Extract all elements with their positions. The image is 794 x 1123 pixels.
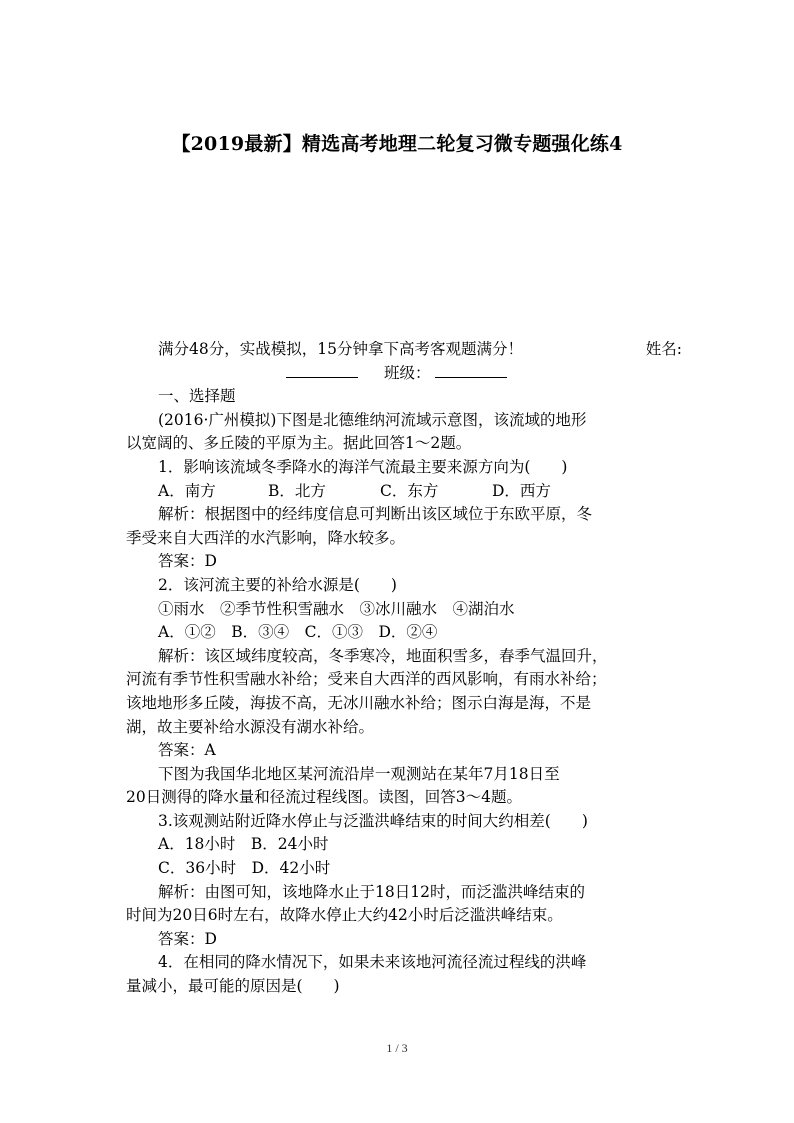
q4-stem-line2: 量减小，最可能的原因是( ) <box>126 977 340 996</box>
q1-option-c: C．东方 <box>380 481 439 500</box>
q3-analysis-line1: 解析：由图可知，该地降水止于18日12时，而泛滥洪峰结束的 <box>158 882 585 901</box>
q3-analysis-line2: 时间为20日6时左右，故降水停止大约42小时后泛滥洪峰结束。 <box>126 906 563 925</box>
q1-stem: 1．影响该流域冬季降水的海洋气流最主要来源方向为( ) <box>158 457 568 476</box>
q1-analysis-line1: 解析：根据图中的经纬度信息可判断出该区域位于东欧平原，冬 <box>158 505 593 524</box>
q2-analysis-line2: 河流有季节性积雪融水补给；受来自大西洋的西风影响，有雨水补给； <box>126 670 607 689</box>
score-intro: 满分48分，实战模拟，15分钟拿下高考客观题满分！ <box>158 340 523 358</box>
section-title: 一、选择题 <box>158 387 236 406</box>
q3-options-row2: C．36小时 D．42小时 <box>158 859 331 878</box>
passage1-line1: (2016·广州模拟)下图是北德维纳河流域示意图，该流域的地形 <box>158 410 587 429</box>
passage2-line2: 20日测得的降水量和径流过程线图。读图，回答3～4题。 <box>126 788 522 807</box>
document-title: 【2019最新】精选高考地理二轮复习微专题强化练4 <box>171 133 623 155</box>
q2-analysis-line3: 该地地形多丘陵，海拔不高，无冰川融水补给；图示白海是海，不是 <box>126 693 592 712</box>
passage1-line2: 以宽阔的、多丘陵的平原为主。据此回答1～2题。 <box>126 434 472 453</box>
q3-options-row1: A．18小时 B．24小时 <box>158 835 329 854</box>
q1-option-b: B．北方 <box>268 481 326 500</box>
q3-answer: 答案：D <box>158 929 217 948</box>
name-label: 姓名: <box>645 340 682 358</box>
score-intro-line <box>126 338 682 362</box>
q1-option-d: D．西方 <box>492 481 551 500</box>
q2-choices: ①雨水 ②季节性积雪融水 ③冰川融水 ④湖泊水 <box>158 599 515 618</box>
q1-options <box>126 480 682 504</box>
name-class-line <box>126 362 682 386</box>
q1-answer: 答案：D <box>158 552 217 571</box>
q2-stem: 2．该河流主要的补给水源是( ) <box>158 575 397 594</box>
q2-answer: 答案：A <box>158 741 216 760</box>
q1-option-a: A．南方 <box>158 481 216 500</box>
q2-options: A．①② B．③④ C．①③ D．②④ <box>158 623 438 642</box>
name-blank <box>286 363 358 378</box>
class-label: 班级： <box>384 363 431 382</box>
document-body <box>126 338 682 999</box>
q2-analysis-line1: 解析：该区域纬度较高，冬季寒冷，地面积雪多，春季气温回升， <box>158 646 608 665</box>
q4-stem-line1: 4．在相同的降水情况下，如果未来该地河流径流过程线的洪峰 <box>158 953 587 972</box>
q1-analysis-line2: 季受来自大西洋的水汽影响，降水较多。 <box>126 528 406 547</box>
q2-analysis-line4: 湖，故主要补给水源没有湖水补给。 <box>126 717 375 736</box>
class-blank <box>435 363 507 378</box>
q3-stem: 3.该观测站附近降水停止与泛滥洪峰结束的时间大约相差( ) <box>158 811 588 830</box>
passage2-line1: 下图为我国华北地区某河流沿岸一观测站在某年7月18日至 <box>158 764 560 783</box>
page-number: 1 / 3 <box>386 1041 408 1055</box>
